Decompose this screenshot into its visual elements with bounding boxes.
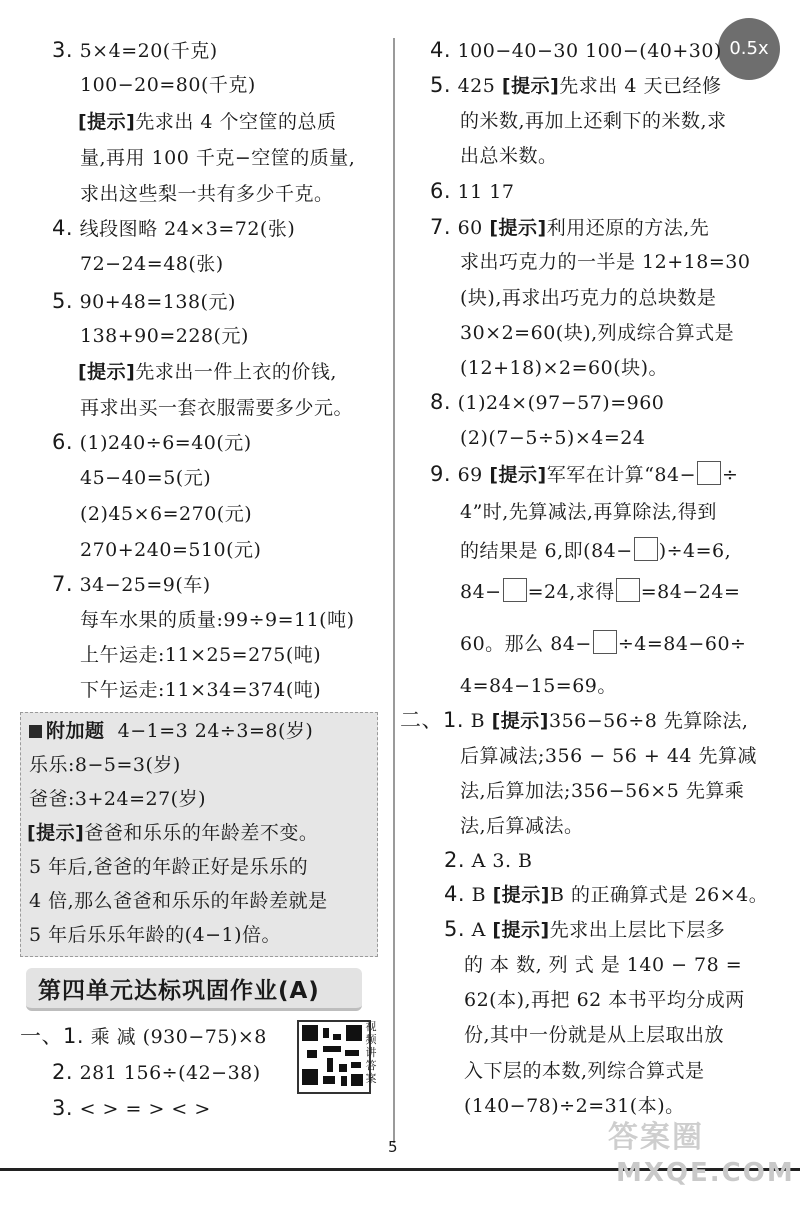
q7-line-4: 下午运走:11×34=374(吨) — [80, 679, 322, 701]
extra-line-2: 乐乐:8−5=3(岁) — [29, 754, 181, 776]
column-divider — [393, 38, 395, 1143]
r-s2q5-line-4: 份,其中一份就是从上层取出放 — [464, 1024, 725, 1046]
q5-line-2: 138+90=228(元) — [80, 325, 249, 347]
q5-hint-line-1: [提示]先求出一件上衣的价钱, — [78, 361, 337, 383]
q5-hint-line-2: 再求出买一套衣服需要多少元。 — [80, 397, 354, 419]
q4-line-2: 72−24=48(张) — [80, 253, 224, 275]
q6-line-2: 45−40=5(元) — [80, 467, 212, 489]
extra-question-box — [20, 712, 378, 957]
q3-hint-line-1: [提示]先求出 4 个空筐的总质 — [78, 111, 337, 133]
extra-line-3: 爸爸:3+24=27(岁) — [29, 788, 207, 810]
extra-hint-3: 4 倍,那么爸爸和乐乐的年龄差就是 — [29, 890, 328, 912]
r-q9-line-6: 4=84−15=69。 — [460, 675, 617, 697]
q3-line-2: 100−20=80(千克) — [80, 74, 256, 96]
r-s2q5-line-1: 5. A [提示]先求出上层比下层多 — [444, 917, 726, 941]
unit-title: 第四单元达标巩固作业(A) — [38, 978, 320, 1004]
page-number: 5 — [388, 1138, 398, 1156]
q3-hint-line-2: 量,再用 100 千克−空筐的质量, — [80, 147, 356, 169]
r-s2q1-line-4: 法,后算减法。 — [460, 815, 584, 837]
q6-line-3: (2)45×6=270(元) — [80, 503, 253, 525]
bookmark-icon — [29, 725, 42, 738]
blank-box — [616, 578, 640, 602]
r-s2q5-line-2: 的 本 数, 列 式 是 140 − 78 = — [464, 954, 743, 976]
extra-line-1: 附加题 4−1=3 24÷3=8(岁) — [29, 717, 313, 745]
q7-line-3: 上午运走:11×25=275(吨) — [80, 644, 322, 666]
s1-q1: 一、1. 乘 减 (930−75)×8 — [20, 1024, 267, 1048]
q5-line-1: 5. 90+48=138(元) — [52, 289, 236, 313]
r-q7-line-4: 30×2=60(块),列成综合算式是 — [460, 322, 735, 344]
r-s2q2: 2. A 3. B — [444, 848, 533, 872]
q3-hint-line-3: 求出这些梨一共有多少千克。 — [80, 183, 334, 205]
r-q9-line-2: 4”时,先算减法,再算除法,得到 — [460, 501, 717, 523]
zoom-level-badge[interactable]: 0.5x — [718, 18, 780, 80]
r-q9-line-3: 的结果是 6,即(84− )÷4=6, — [460, 537, 731, 565]
q4-line-1: 4. 线段图略 24×3=72(张) — [52, 216, 296, 240]
r-q9-line-5: 60。那么 84− ÷4=84−60÷ — [460, 630, 746, 658]
r-s2q5-line-3: 62(本),再把 62 本书平均分成两 — [464, 989, 745, 1011]
r-s2q5-line-5: 入下层的本数,列综合算式是 — [464, 1060, 705, 1082]
r-q8-line-2: (2)(7−5÷5)×4=24 — [460, 427, 646, 449]
r-q5-line-2: 的米数,再加上还剩下的米数,求 — [460, 110, 727, 132]
r-s2q1-line-3: 法,后算加法;356−56×5 先算乘 — [460, 780, 745, 802]
q6-line-4: 270+240=510(元) — [80, 539, 262, 561]
qr-label: 视频讲答案 — [365, 1020, 377, 1085]
watermark-logo: 答案圈 — [608, 1120, 704, 1155]
qr-code[interactable] — [297, 1020, 371, 1094]
r-q4: 4. 100−40−30 100−(40+30) — [430, 38, 722, 62]
blank-box — [503, 578, 527, 602]
blank-box — [593, 630, 617, 654]
watermark-url: MXQE.COM — [616, 1158, 795, 1188]
r-q7-line-3: (块),再求出巧克力的总块数是 — [460, 287, 717, 309]
unit-title-banner — [26, 968, 362, 1011]
r-q5-line-3: 出总米数。 — [460, 145, 558, 167]
r-q5-line-1: 5. 425 [提示]先求出 4 天已经修 — [430, 73, 722, 97]
r-q6: 6. 11 17 — [430, 179, 515, 203]
r-s2q5-line-6: (140−78)÷2=31(本)。 — [464, 1095, 685, 1117]
blank-box — [697, 461, 721, 485]
r-q7-line-2: 求出巧克力的一半是 12+18=30 — [460, 251, 751, 273]
r-s2q4: 4. B [提示]B 的正确算式是 26×4。 — [444, 882, 769, 906]
s1-q3: 3. < > = > < > — [52, 1096, 211, 1120]
s1-q2: 2. 281 156÷(42−38) — [52, 1060, 261, 1084]
r-q7-line-1: 7. 60 [提示]利用还原的方法,先 — [430, 215, 710, 239]
extra-hint-2: 5 年后,爸爸的年龄正好是乐乐的 — [29, 856, 309, 878]
q6-line-1: 6. (1)240÷6=40(元) — [52, 430, 252, 454]
r-q7-line-5: (12+18)×2=60(块)。 — [460, 357, 669, 379]
r-s2q1-line-2: 后算减法;356 − 56 + 44 先算减 — [460, 745, 758, 767]
extra-hint-4: 5 年后乐乐年龄的(4−1)倍。 — [29, 924, 282, 946]
q7-line-2: 每车水果的质量:99÷9=11(吨) — [80, 609, 355, 631]
r-q8-line-1: 8. (1)24×(97−57)=960 — [430, 390, 665, 414]
blank-box — [634, 537, 658, 561]
r-q9-line-4: 84− =24,求得 =84−24= — [460, 578, 740, 606]
r-s2q1-line-1: 二、1. B [提示]356−56÷8 先算除法, — [400, 708, 749, 732]
q3-line-1: 3. 5×4=20(千克) — [52, 38, 218, 62]
extra-hint-1: [提示]爸爸和乐乐的年龄差不变。 — [27, 822, 319, 844]
q7-line-1: 7. 34−25=9(车) — [52, 572, 211, 596]
r-q9-line-1: 9. 69 [提示]军军在计算“84− ÷ — [430, 462, 739, 486]
